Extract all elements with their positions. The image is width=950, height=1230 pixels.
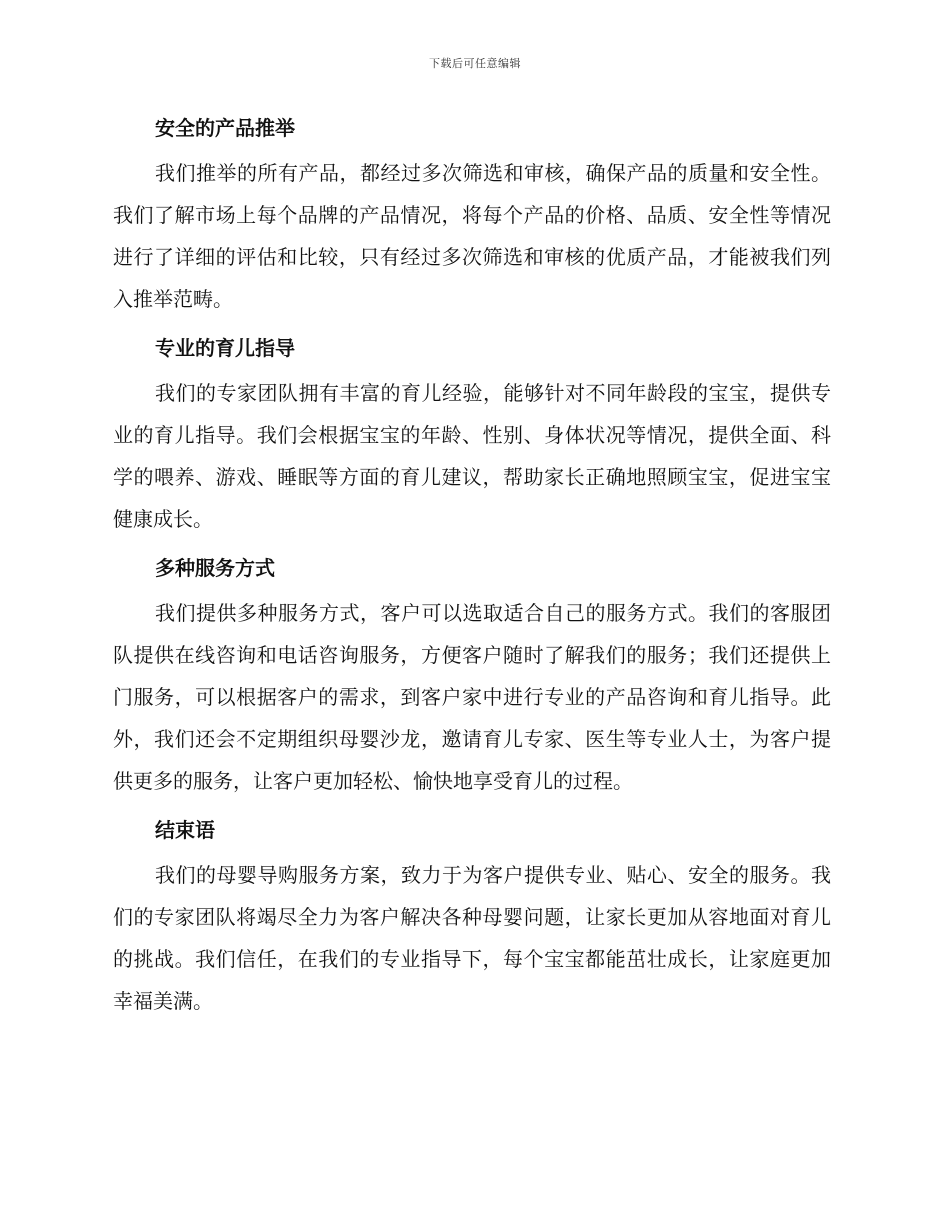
section-paragraph-product-recommendation: 我们推举的所有产品，都经过多次筛选和审核，确保产品的质量和安全性。我们了解市场上每个品牌的产品情况，将每个产品的价格、品质、安全性等情况进行了详细的评估和比较，只有经过多次筛选和审核的优质产品，才能被我们列入推举范畴。 (113, 161, 831, 311)
section-paragraph-parenting-guidance: 我们的专家团队拥有丰富的育儿经验，能够针对不同年龄段的宝宝，提供专业的育儿指导。我们会根据宝宝的年龄、性别、身体状况等情况，提供全面、科学的喂养、游戏、睡眠等方面的育儿建议，帮助家长正确地照顾宝宝，促进宝宝健康成长。 (113, 381, 831, 531)
section-paragraph-service-methods: 我们提供多种服务方式，客户可以选取适合自己的服务方式。我们的客服团队提供在线咨询和电话咨询服务，方便客户随时了解我们的服务；我们还提供上门服务，可以根据客户的需求，到客户家中进行专业的产品咨询和育儿指导。此外，我们还会不定期组织母婴沙龙，邀请育儿专家、医生等专业人士，为客户提供更多的服务，让客户更加轻松、愉快地享受育儿的过程。 (113, 601, 831, 793)
section-heading-parenting-guidance: 专业的育儿指导 (155, 336, 295, 360)
section-paragraph-conclusion: 我们的母婴导购服务方案，致力于为客户提供专业、贴心、安全的服务。我们的专家团队将竭尽全力为客户解决各种母婴问题，让家长更加从容地面对育儿的挑战。我们信任，在我们的专业指导下，每个宝宝都能茁壮成长，让家庭更加幸福美满。 (113, 863, 831, 1013)
section-heading-service-methods: 多种服务方式 (155, 556, 275, 580)
section-heading-product-recommendation: 安全的产品推举 (155, 116, 295, 140)
section-heading-conclusion: 结束语 (155, 818, 215, 842)
page-header: 下载后可任意编辑 (429, 57, 521, 70)
document-body (113, 108, 831, 1030)
